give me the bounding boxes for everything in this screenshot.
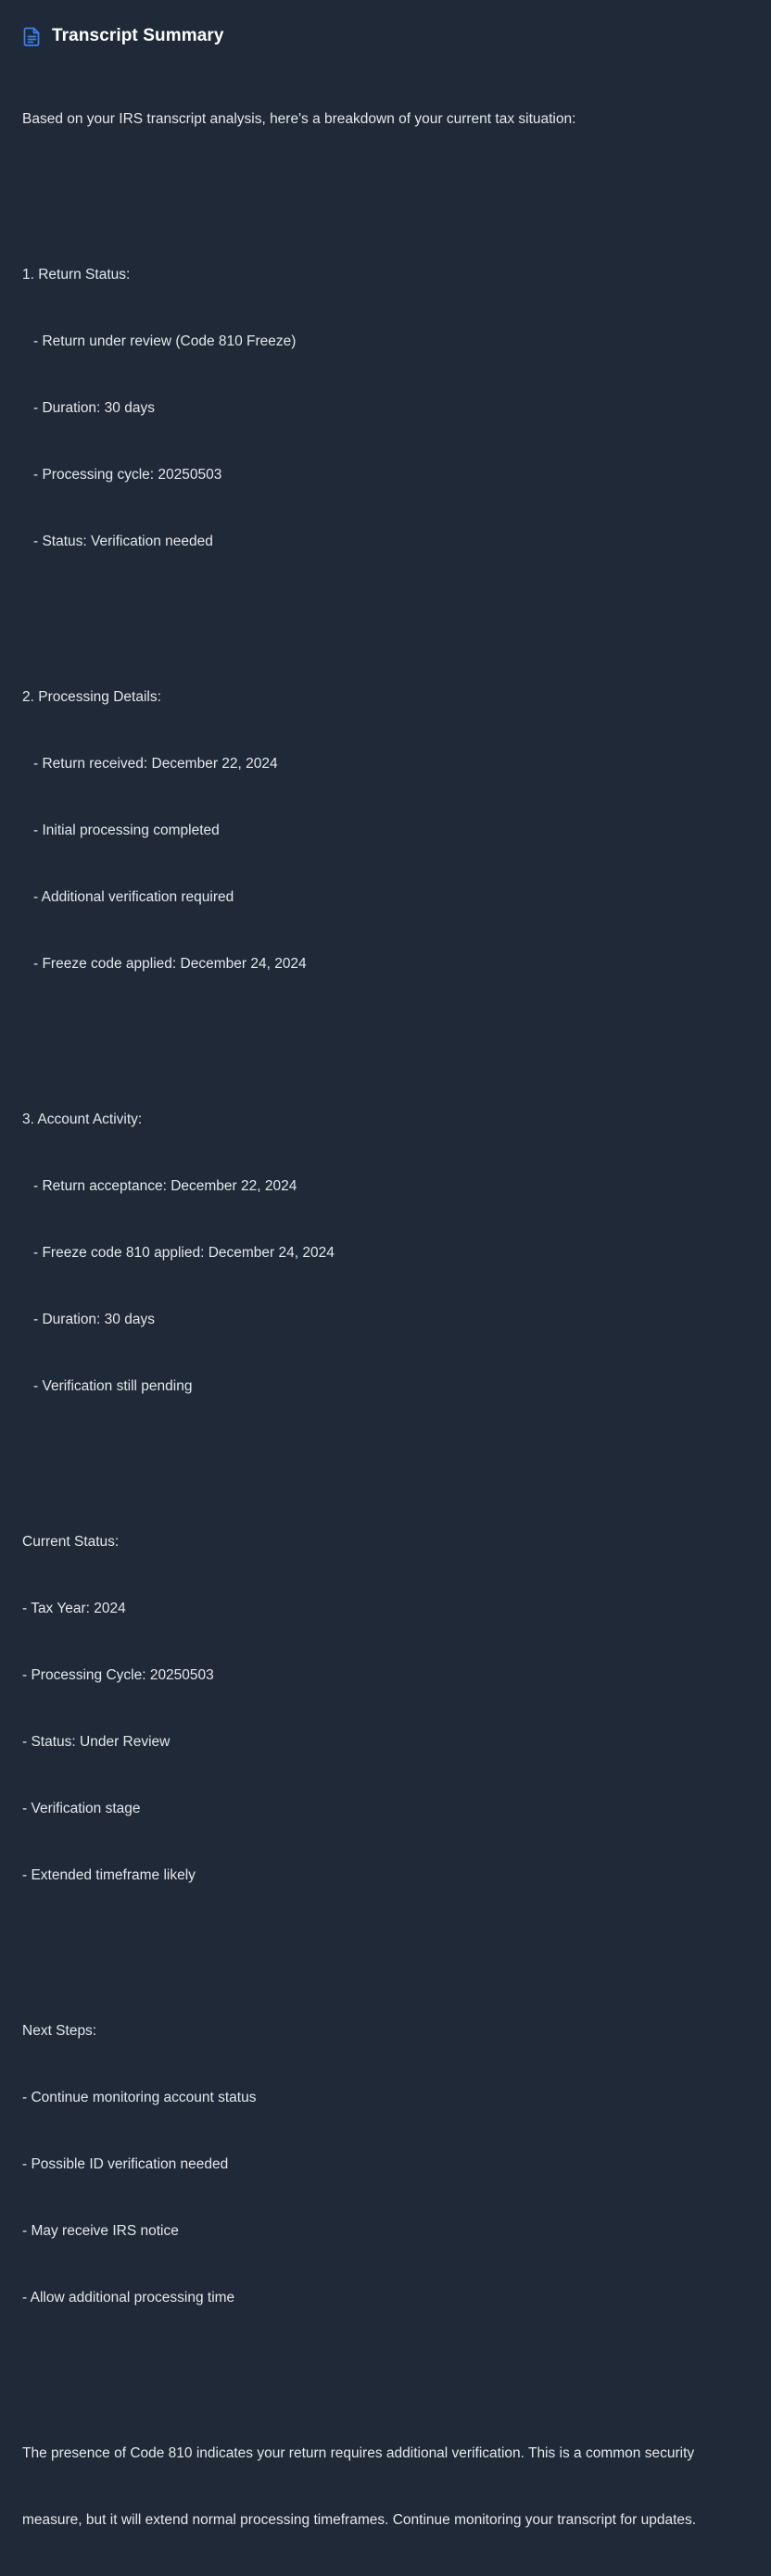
section-item: - Duration: 30 days [33, 400, 155, 416]
current-status-item: - Extended timeframe likely [22, 1867, 196, 1883]
spacer [22, 1020, 749, 1042]
closing-text-line-1: The presence of Code 810 indicates your return requires additional verification. This is a common security [22, 2445, 695, 2461]
spacer [22, 1931, 749, 1954]
next-steps-item: - Continue monitoring account status [22, 2090, 257, 2105]
next-steps-item: - Possible ID verification needed [22, 2156, 229, 2172]
section-heading: 3. Account Activity: [22, 1112, 143, 1127]
next-steps-item: - May receive IRS notice [22, 2223, 179, 2239]
current-status-item: - Processing Cycle: 20250503 [22, 1667, 214, 1683]
section-item: - Processing cycle: 20250503 [33, 467, 222, 483]
section-item: - Initial processing completed [33, 823, 220, 838]
section-item: - Duration: 30 days [33, 1312, 155, 1327]
section-item: - Status: Verification needed [33, 534, 213, 549]
card-header [22, 24, 749, 48]
next-steps-item: - Allow additional processing time [22, 2290, 235, 2306]
spacer [22, 1442, 749, 1464]
spacer [22, 2354, 749, 2376]
section-item: - Freeze code applied: December 24, 2024 [33, 956, 307, 972]
section-item: - Return acceptance: December 22, 2024 [33, 1178, 297, 1194]
section-item: - Verification still pending [33, 1378, 193, 1394]
section-heading: 1. Return Status: [22, 267, 131, 283]
spacer [22, 597, 749, 620]
section-item: - Freeze code 810 applied: December 24, 2024 [33, 1245, 335, 1261]
current-status-item: - Tax Year: 2024 [22, 1601, 126, 1616]
section-heading: 2. Processing Details: [22, 689, 161, 705]
current-status-heading: Current Status: [22, 1534, 120, 1550]
section-item: - Return received: December 22, 2024 [33, 756, 278, 772]
card-title: Transcript Summary [52, 26, 224, 45]
intro-text: Based on your IRS transcript analysis, here's a breakdown of your current tax situation: [22, 111, 576, 127]
next-steps-heading: Next Steps: [22, 2023, 97, 2039]
closing-text-line-2: measure, but it will extend normal processing timeframes. Continue monitoring your transcript for updates. [22, 2512, 697, 2528]
section-item: - Return under review (Code 810 Freeze) [33, 333, 297, 349]
summary-body [22, 64, 749, 2576]
current-status-item: - Status: Under Review [22, 1734, 171, 1750]
document-icon [22, 25, 43, 47]
section-item: - Additional verification required [33, 889, 234, 905]
current-status-item: - Verification stage [22, 1801, 141, 1816]
spacer [22, 175, 749, 197]
